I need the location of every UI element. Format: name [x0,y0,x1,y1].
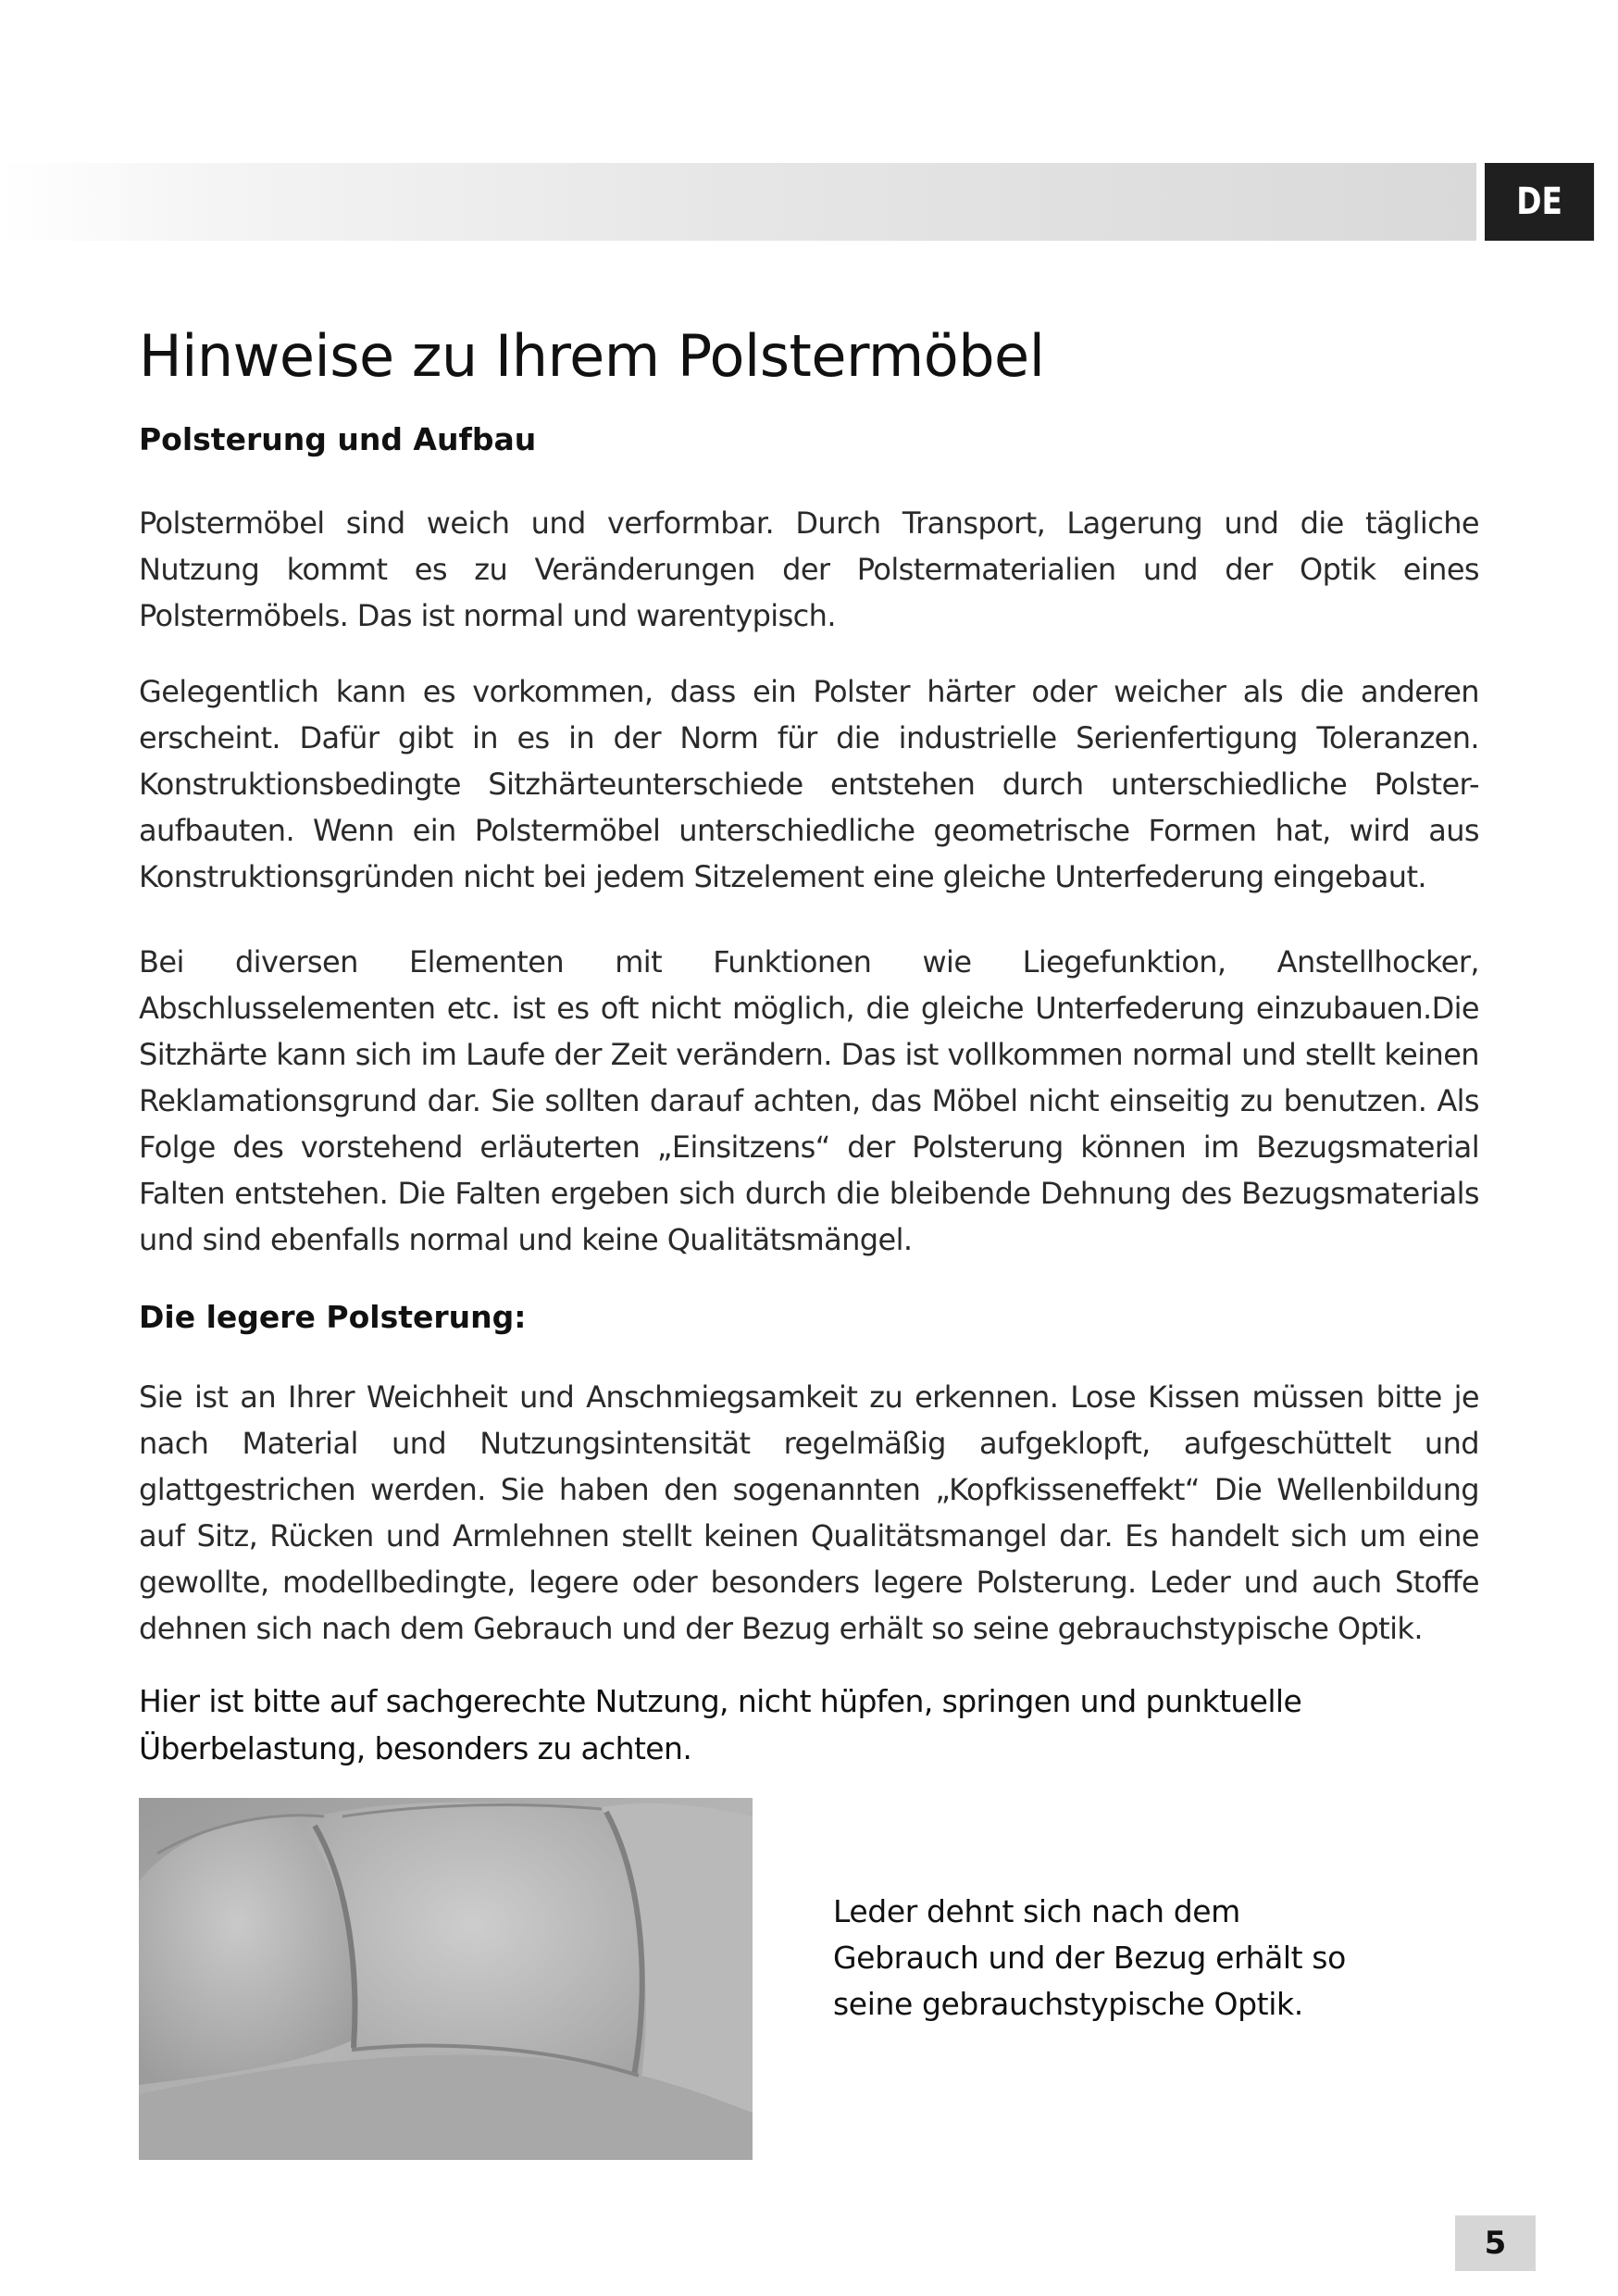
language-tab [1485,163,1594,241]
photo-caption: Leder dehnt sich nach dem Gebrauch und der Bezug erhält so seine gebrauchstypische Optik. [833,1893,1346,2022]
language-label: DE [1516,181,1562,223]
page-number: 5 [1455,2215,1536,2271]
section-heading-polsterung: Polsterung und Aufbau [139,421,537,457]
usage-note: Hier ist bitte auf sachgerechte Nutzung, nicht hüpfen, springen und punktuelle Überbelastung, besonders zu achten. [139,1683,1302,1766]
section-heading-legere: Die legere Polsterung: [139,1299,527,1335]
leather-sofa-photo [139,1798,753,2160]
paragraph-2: Gelegentlich kann es vorkommen, dass ein Polster härter oder weicher als die anderen erscheint. Dafür gibt in es in der Norm für die industrielle Serienfertigung Toleranzen. Konstruktionsbedingte Sitzhärteunterschiede entstehen durch unterschiedliche Polster-aufbauten. Wenn ein Polstermöbel unterschiedliche geometrische Formen hat, wird aus Konstruktionsgründen nicht bei jedem Sitzelement eine gleiche Unterfederung eingebaut. [139,674,1479,894]
paragraph-1: Polstermöbel sind weich und verformbar. Durch Transport, Lagerung und die tägliche Nutzung kommt es zu Veränderungen der Polstermaterialien und der Optik eines Polstermöbels. Das ist normal und warentypisch. [139,505,1479,633]
header-bar [0,163,1476,241]
page-title: Hinweise zu Ihrem Polstermöbel [139,322,1045,390]
paragraph-4: Sie ist an Ihrer Weichheit und Anschmiegsamkeit zu erkennen. Lose Kissen müssen bitte je nach Material und Nutzungsintensität regelmäßig aufgeklopft, aufgeschüttelt und glattgestrichen werden. Sie haben den sogenannten „Kopfkisseneffekt“ Die Wellenbildung auf Sitz, Rücken und Armlehnen stellt keinen Qualitätsmangel dar. Es handelt sich um eine gewollte, modellbedingte, legere oder besonders legere Polsterung. Leder und auch Stoffe dehnen sich nach dem Gebrauch und der Bezug erhält so seine gebrauchstypische Optik. [139,1379,1479,1646]
paragraph-3: Bei diversen Elementen mit Funktionen wie Liegefunktion, Anstellhocker, Abschlusselementen etc. ist es oft nicht möglich, die gleiche Unterfederung einzubauen.Die Sitzhärte kann sich im Laufe der Zeit verändern. Das ist vollkommen normal und stellt keinen Reklamationsgrund dar. Sie sollten darauf achten, das Möbel nicht einseitig zu benutzen. Als Folge des vorstehend erläuterten „Einsitzens“ der Polsterung können im Bezugsmaterial Falten entstehen. Die Falten ergeben sich durch die bleibende Dehnung des Bezugsmaterials und sind ebenfalls normal und keine Qualitätsmängel. [139,944,1479,1257]
